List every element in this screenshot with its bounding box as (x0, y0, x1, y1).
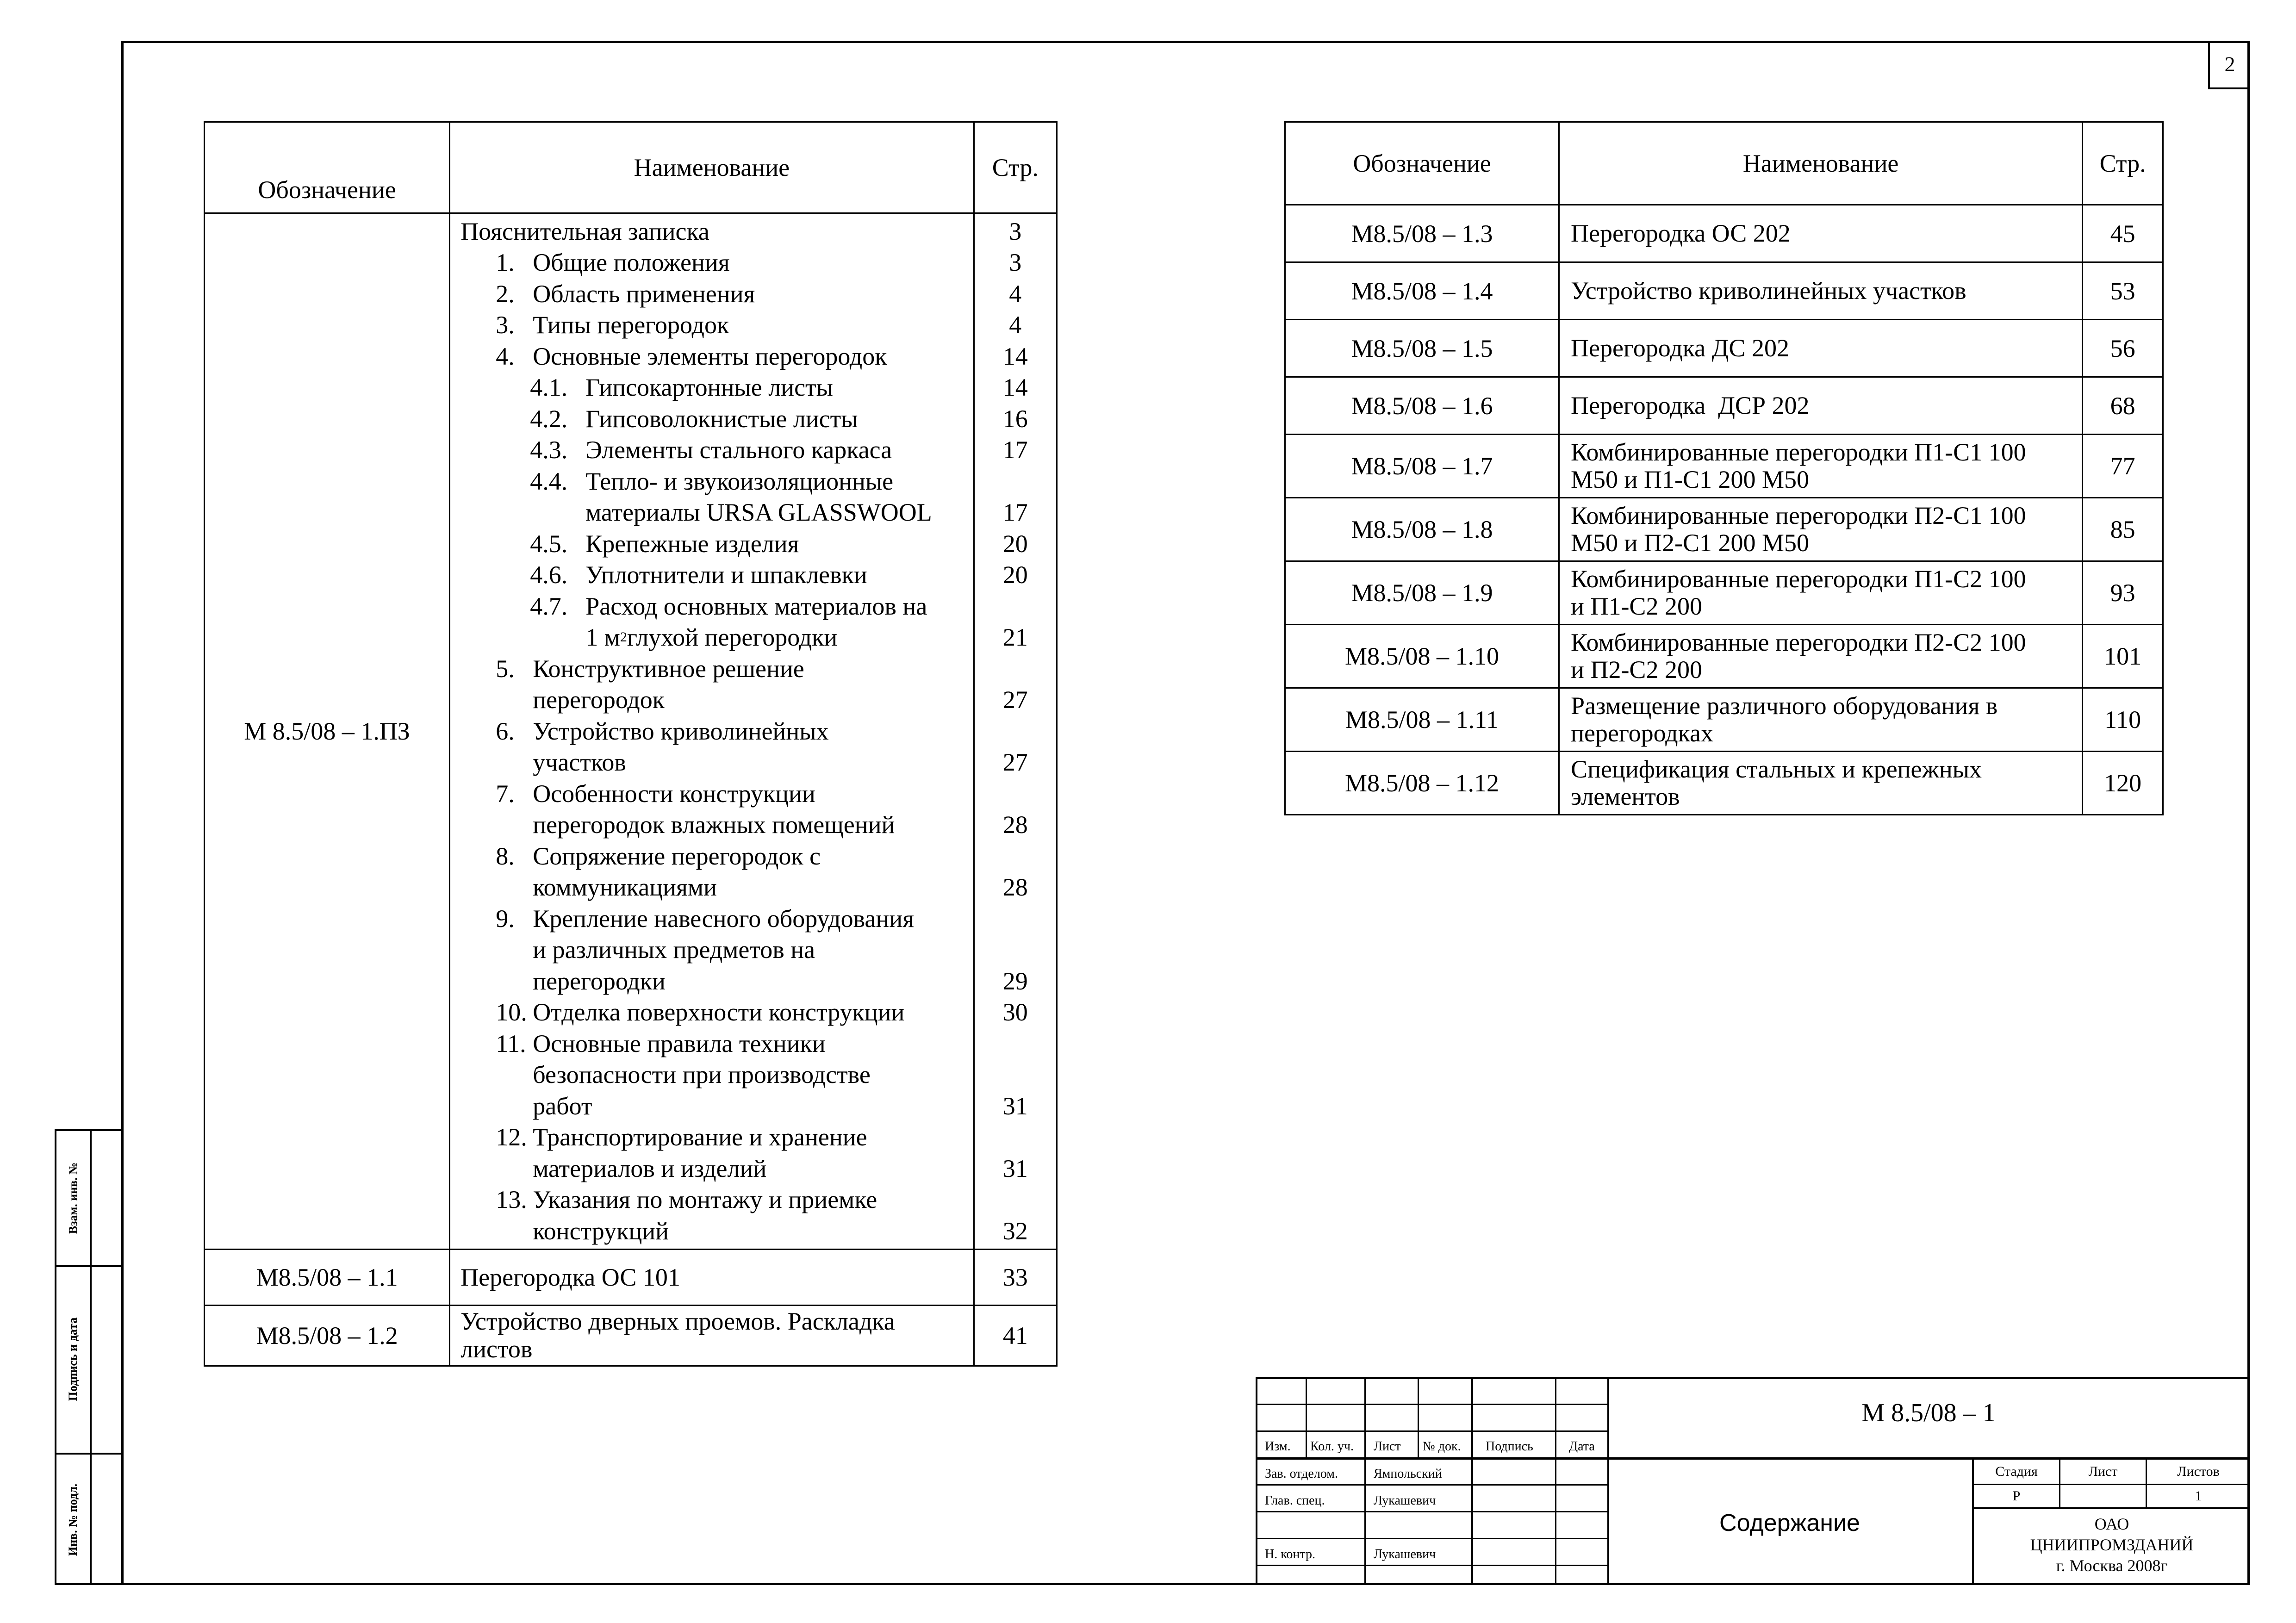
page-number: 17 (1002, 498, 1028, 527)
name-cell: Комбинированные перегородки П2-С1 100 М50 и П2-С1 200 М50 (1559, 498, 2083, 561)
name-cell: Перегородка ОС 101 (450, 1249, 974, 1305)
list-item: 11. Основные правила техники (496, 1029, 826, 1057)
strip-label: Подпись и дата (66, 1317, 80, 1401)
header-name: Наименование (450, 122, 974, 213)
page-number: 21 (1002, 623, 1028, 652)
page-spacer (975, 466, 1056, 497)
designation-cell: М8.5/08 – 1.2 (205, 1305, 450, 1366)
table-row (1285, 561, 2163, 625)
page-number: 17 (1002, 436, 1028, 464)
list-item-continuation: коммуникациями (533, 873, 717, 902)
list-item: 4.5. Крепежные изделия (530, 529, 799, 558)
page-number: 14 (1002, 342, 1028, 370)
title-block (1256, 1377, 2250, 1585)
header-name: Наименование (1559, 122, 2083, 205)
col-header: № док. (1423, 1439, 1461, 1454)
header-designation: Обозначение (1285, 122, 1559, 205)
page-number: 28 (1002, 873, 1028, 902)
contents-table-left (204, 121, 1058, 1367)
table-row (1285, 262, 2163, 320)
col-header: Дата (1569, 1439, 1595, 1454)
designation-cell: М8.5/08 – 1.3 (1285, 205, 1559, 262)
page-cell: 56 (2083, 320, 2163, 377)
name-cell: Размещение различного оборудования в перегородках (1559, 688, 2083, 752)
role-name: Лукашевич (1374, 1547, 1436, 1561)
page-number: 16 (1002, 404, 1028, 433)
page-cell: 77 (2083, 435, 2163, 498)
table-row (205, 1249, 1057, 1305)
list-item: 4.7. Расход основных материалов на (530, 592, 927, 620)
list-item: 4. Основные элементы перегородок (496, 342, 887, 370)
page-number: 3 (1009, 217, 1022, 245)
page-number: 4 (1009, 280, 1022, 308)
designation-cell: М8.5/08 – 1.4 (1285, 262, 1559, 320)
list-item: 10. Отделка поверхности конструкции (496, 998, 905, 1026)
page-number: 27 (1002, 748, 1028, 777)
page-cell: 68 (2083, 377, 2163, 435)
page-spacer (975, 653, 1056, 684)
name-cell: Комбинированные перегородки П2-С2 100 и П2-С2 200 (1559, 625, 2083, 688)
name-cell (450, 1305, 974, 1366)
page-number: 31 (1002, 1154, 1028, 1182)
page-spacer (975, 934, 1056, 966)
page-number: 28 (1002, 811, 1028, 839)
org-line: ОАО (2094, 1515, 2129, 1533)
strip-label: Инв. № подл. (66, 1483, 80, 1556)
role-label: Н. контр. (1265, 1547, 1315, 1561)
table-header-row (1285, 122, 2163, 205)
page-spacer (975, 778, 1056, 809)
list-item-continuation: материалов и изделий (533, 1154, 767, 1182)
table-row (1285, 625, 2163, 688)
list-item-continuation: и различных предметов на (533, 936, 815, 964)
org-city-year: г. Москва 2008г (2056, 1556, 2168, 1575)
table-header-row (205, 122, 1057, 213)
list-item-continuation: безопасности при производстве (533, 1061, 871, 1089)
designation-cell: М8.5/08 – 1.6 (1285, 377, 1559, 435)
list-item: Пояснительная записка (460, 217, 709, 245)
name-cell: Устройство криволинейных участков (1559, 262, 2083, 320)
list-item: 4.4. Тепло- и звукоизоляционные (530, 467, 894, 495)
col-header: Подпись (1486, 1439, 1533, 1454)
page-cell: 101 (2083, 625, 2163, 688)
designation-cell: М8.5/08 – 1.8 (1285, 498, 1559, 561)
role-name: Ямпольский (1374, 1467, 1442, 1481)
name-cell: Комбинированные перегородки П1-С1 100 М50 и П1-С1 200 М50 (1559, 435, 2083, 498)
page-cell: 41 (974, 1305, 1057, 1366)
header-page: Стр. (2083, 122, 2163, 205)
designation-cell: М8.5/08 – 1.7 (1285, 435, 1559, 498)
list-item: 3. Типы перегородок (496, 311, 729, 339)
page-spacer (975, 591, 1056, 622)
page-number: 4 (1009, 311, 1022, 339)
list-item-continuation: работ (533, 1092, 592, 1120)
table-row (1285, 688, 2163, 752)
page-number: 31 (1002, 1092, 1028, 1120)
page-spacer (975, 1184, 1056, 1216)
contents-table-right (1284, 121, 2164, 815)
table-row (205, 213, 1057, 1250)
page-cell: 93 (2083, 561, 2163, 625)
table-row (1285, 377, 2163, 435)
list-item: 8. Сопряжение перегородок с (496, 842, 821, 870)
page-number: 3 (1009, 249, 1022, 277)
org-name: ЦНИИПРОМЗДАНИЙ (2030, 1536, 2194, 1554)
page-cell: 53 (2083, 262, 2163, 320)
page-cell: 33 (974, 1249, 1057, 1305)
list-item-continuation: перегородок влажных помещений (533, 811, 895, 839)
table-row (1285, 498, 2163, 561)
contents-list (450, 213, 974, 1250)
designation-cell: М 8.5/08 – 1.ПЗ (205, 213, 450, 1250)
sheet-number: 2 (2208, 41, 2250, 89)
list-item: 4.3. Элементы стального каркаса (530, 436, 892, 464)
list-item-continuation: участков (533, 748, 626, 777)
page-spacer (975, 903, 1056, 934)
page-spacer (975, 1059, 1056, 1091)
list-item: 1. Общие положения (496, 249, 730, 277)
designation-cell: М8.5/08 – 1.12 (1285, 752, 1559, 815)
list-item: 6. Устройство криволинейных (496, 717, 829, 745)
page-cell: 45 (2083, 205, 2163, 262)
role-name: Лукашевич (1374, 1493, 1436, 1508)
page-number: 30 (1002, 998, 1028, 1026)
list-item: 2. Область применения (496, 280, 755, 308)
page-spacer (975, 1028, 1056, 1059)
sheets-value: 1 (2195, 1488, 2202, 1504)
list-item: 5. Конструктивное решение (496, 654, 804, 683)
name-cell: Перегородка ОС 202 (1559, 205, 2083, 262)
list-item: 4.6. Уплотнители и шпаклевки (530, 561, 867, 589)
side-strip (55, 1129, 121, 1585)
stage-value: Р (2012, 1488, 2021, 1504)
header-page: Стр. (974, 122, 1057, 213)
page-number: 29 (1002, 967, 1028, 995)
table-row (1285, 320, 2163, 377)
table-row (1285, 752, 2163, 815)
name-cell: Комбинированные перегородки П1-С2 100 и П1-С2 200 (1559, 561, 2083, 625)
list-item-continuation: 1 м 2 глухой перегородки (585, 623, 838, 652)
table-row (1285, 205, 2163, 262)
page-spacer (975, 840, 1056, 872)
list-item-continuation: перегородок (533, 686, 665, 714)
page-cell: 85 (2083, 498, 2163, 561)
document-title: Содержание (1719, 1510, 1860, 1536)
list-item: 4.2. Гипсоволокнистые листы (530, 404, 858, 433)
table-row (1285, 435, 2163, 498)
list-item: 7. Особенности конструкции (496, 779, 815, 808)
designation-cell: М8.5/08 – 1.9 (1285, 561, 1559, 625)
designation-cell: М8.5/08 – 1.10 (1285, 625, 1559, 688)
designation-cell: М8.5/08 – 1.1 (205, 1249, 450, 1305)
list-item: 13. Указания по монтажу и приемке (496, 1186, 877, 1214)
designation-cell: М8.5/08 – 1.5 (1285, 320, 1559, 377)
page-number: 27 (1002, 686, 1028, 714)
stage-header: Стадия (1995, 1464, 2038, 1479)
page-list (974, 213, 1057, 1250)
page-spacer (975, 715, 1056, 747)
col-header: Лист (1374, 1439, 1401, 1454)
sheet-header: Лист (2088, 1464, 2118, 1479)
role-label: Зав. отделом. (1265, 1467, 1338, 1481)
col-header: Кол. уч. (1310, 1439, 1354, 1454)
list-item: 12. Транспортирование и хранение (496, 1123, 867, 1151)
role-label: Глав. спец. (1265, 1493, 1325, 1508)
list-item-continuation: конструкций (533, 1217, 669, 1245)
page-spacer (975, 1122, 1056, 1153)
header-designation: Обозначение (205, 122, 450, 213)
strip-label: Взам. инв. № (66, 1162, 80, 1234)
page-number: 20 (1002, 529, 1028, 558)
list-item-continuation: перегородки (533, 967, 666, 995)
list-item: 9. Крепление навесного оборудования (496, 904, 915, 933)
name-line: листов (460, 1335, 533, 1363)
page-number: 32 (1002, 1217, 1028, 1245)
name-cell: Перегородка ДСР 202 (1559, 377, 2083, 435)
document-code: М 8.5/08 – 1 (1861, 1399, 1996, 1427)
page-cell: 120 (2083, 752, 2163, 815)
col-header: Изм. (1265, 1439, 1291, 1454)
name-line: Устройство дверных проемов. Раскладка (460, 1307, 895, 1336)
table-row (205, 1305, 1057, 1366)
name-cell: Спецификация стальных и крепежных элементов (1559, 752, 2083, 815)
sheets-header: Листов (2177, 1464, 2220, 1479)
list-item: 4.1. Гипсокартонные листы (530, 373, 833, 402)
designation-cell: М8.5/08 – 1.11 (1285, 688, 1559, 752)
page-cell: 110 (2083, 688, 2163, 752)
list-item-continuation: материалы URSA GLASSWOOL (585, 498, 932, 527)
page-number: 20 (1002, 561, 1028, 589)
name-cell: Перегородка ДС 202 (1559, 320, 2083, 377)
page-number: 14 (1002, 373, 1028, 402)
